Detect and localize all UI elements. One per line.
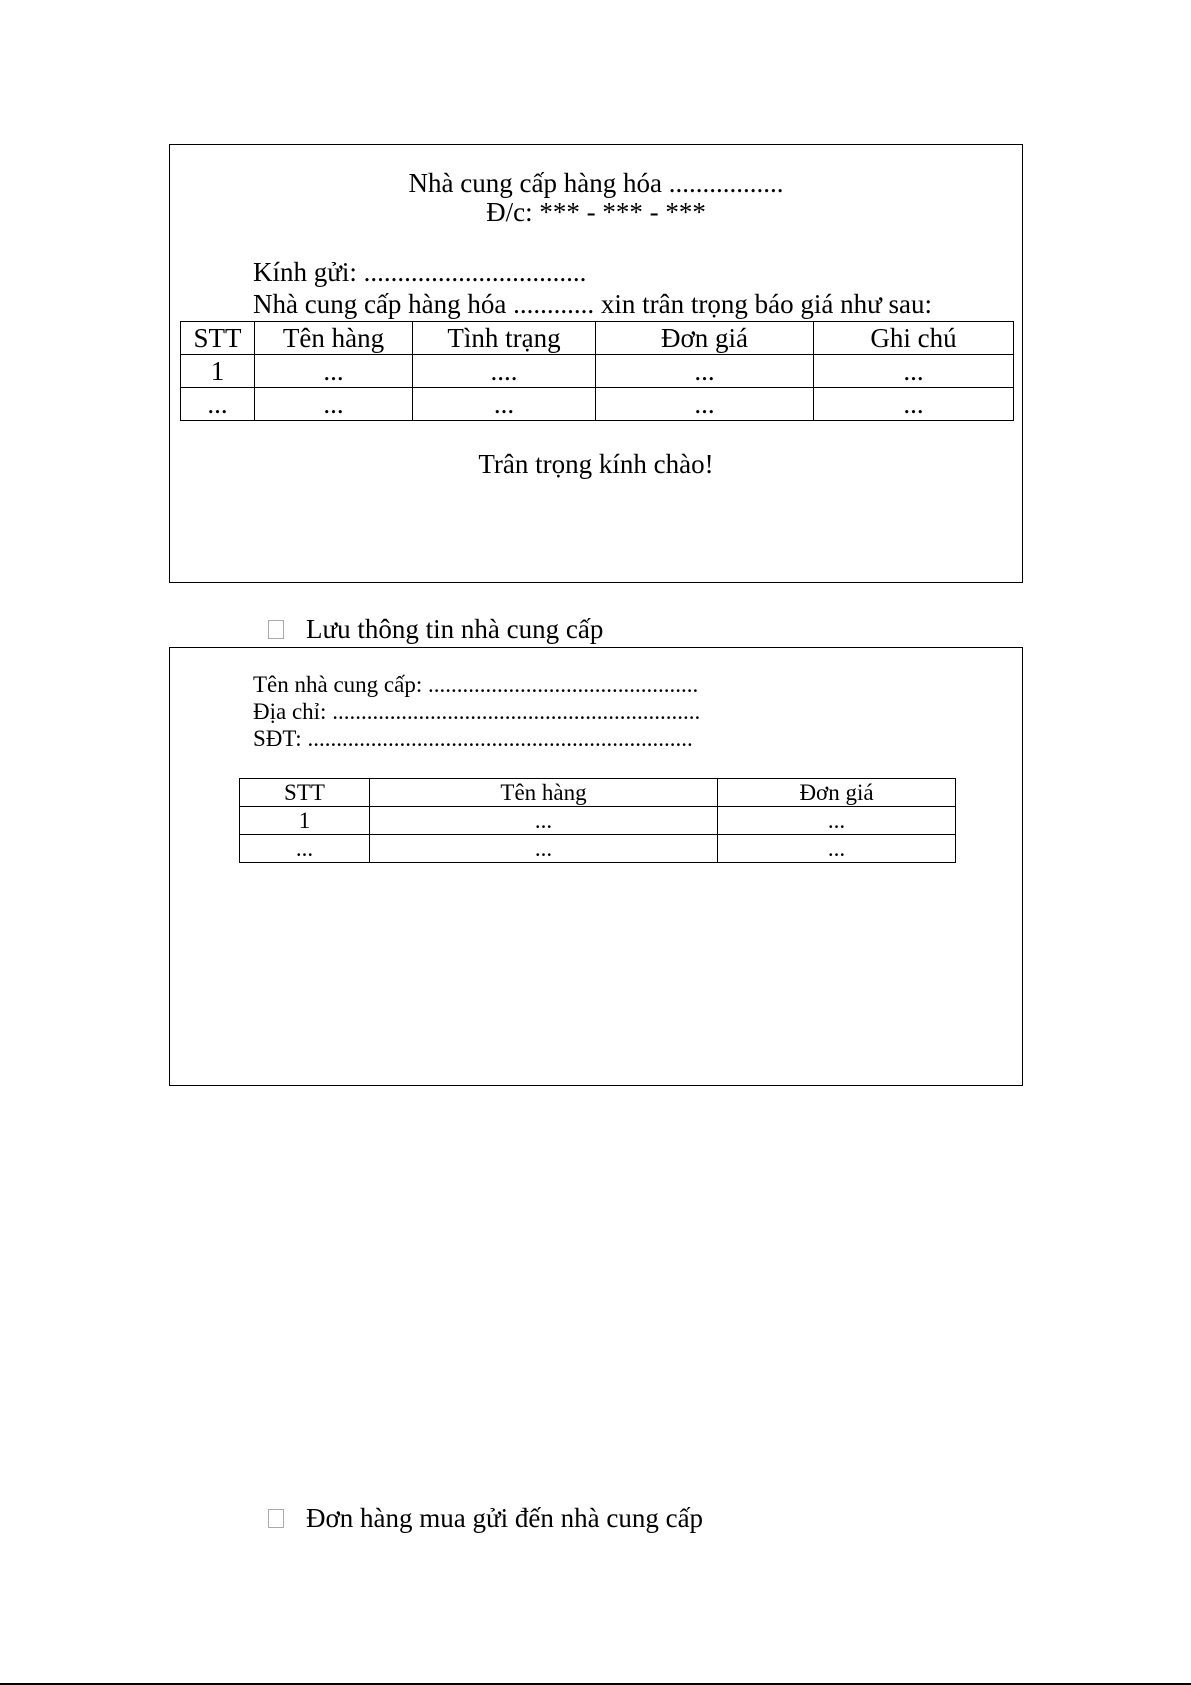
table-cell: ...: [255, 388, 413, 421]
quote-closing: Trân trọng kính chào!: [478, 449, 714, 479]
supplier-name-line: Tên nhà cung cấp: ...............................................: [253, 672, 699, 697]
table-cell: ...: [370, 807, 718, 835]
table-cell: 1: [240, 807, 370, 835]
supplier-table-header-row: [240, 779, 956, 807]
bullet-icon: [268, 620, 284, 639]
section-purchase-order-title: Đơn hàng mua gửi đến nhà cung cấp: [306, 1503, 704, 1533]
table-row: [181, 388, 1014, 421]
table-cell: ...: [718, 835, 956, 863]
quote-col-product: Tên hàng: [255, 322, 413, 355]
supplier-col-stt: STT: [240, 779, 370, 807]
quote-heading: Nhà cung cấp hàng hóa .................: [408, 168, 784, 198]
quote-recipient: Kính gửi: .................................: [253, 257, 587, 287]
section-save-supplier-title: Lưu thông tin nhà cung cấp: [306, 614, 604, 644]
quote-col-price: Đơn giá: [596, 322, 814, 355]
table-cell: ...: [718, 807, 956, 835]
quote-col-stt: STT: [181, 322, 255, 355]
table-cell: ...: [370, 835, 718, 863]
bullet-icon: [268, 1509, 284, 1528]
quote-col-condition: Tình trạng: [413, 322, 596, 355]
quote-address: Đ/c: *** - *** - ***: [486, 197, 706, 227]
table-cell: ...: [413, 388, 596, 421]
quote-table: [180, 321, 1014, 421]
table-cell: ...: [814, 388, 1014, 421]
table-cell: 1: [181, 355, 255, 388]
supplier-phone-line: SĐT: ...................................................................: [253, 726, 693, 751]
table-cell: ...: [181, 388, 255, 421]
table-cell: ....: [413, 355, 596, 388]
table-cell: ...: [240, 835, 370, 863]
table-cell: ...: [596, 355, 814, 388]
supplier-col-product: Tên hàng: [370, 779, 718, 807]
quote-letter-box: [169, 144, 1023, 583]
section-purchase-order: [268, 1503, 703, 1533]
supplier-table: [239, 778, 956, 863]
table-cell: ...: [814, 355, 1014, 388]
quote-table-header-row: [181, 322, 1014, 355]
supplier-info-box: [169, 647, 1023, 1086]
quote-intro: Nhà cung cấp hàng hóa ............ xin trân trọng báo giá như sau:: [253, 289, 932, 319]
table-cell: ...: [596, 388, 814, 421]
table-row: [240, 835, 956, 863]
section-save-supplier: [268, 614, 603, 644]
table-row: [181, 355, 1014, 388]
supplier-col-price: Đơn giá: [718, 779, 956, 807]
supplier-address-line: Địa chỉ: ................................................................: [253, 699, 701, 724]
table-cell: ...: [255, 355, 413, 388]
quote-col-note: Ghi chú: [814, 322, 1014, 355]
table-row: [240, 807, 956, 835]
